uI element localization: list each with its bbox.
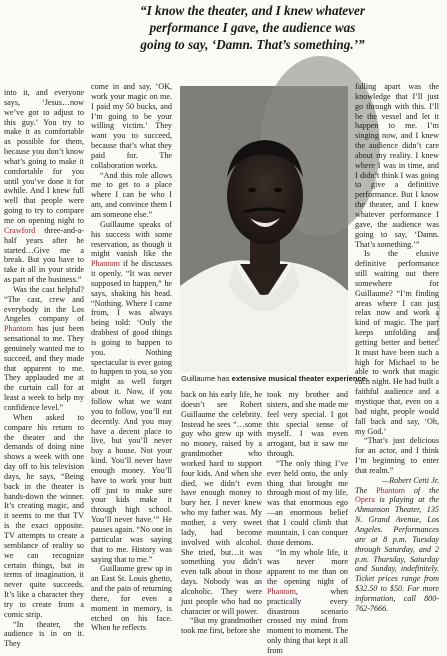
paragraph: [91, 220, 172, 565]
highlighted-name: Phantom: [267, 586, 296, 596]
highlighted-name: Phantom: [4, 324, 33, 334]
body-text: Guillaume speaks of his success with some reservation, as though it might vanish like the: [91, 219, 172, 259]
body-text: Was the cast helpful? “The cast, crew and everybody in the Los Angeles company of: [4, 284, 84, 324]
photo-caption: [181, 374, 369, 384]
body-text: has just been sensational to me. They genuinely wanted me to succeed, and they made that apparent to me. They applauded me at the curtain call for at least a week to help my confidence level.”: [4, 324, 84, 412]
paragraph: [355, 436, 439, 475]
body-text: , when practically every disastrous scenario crossed my mind from moment to moment. The only thing that kept it all from: [267, 586, 348, 655]
paragraph: [91, 82, 172, 171]
info-text: The: [355, 485, 377, 495]
show-info: [355, 486, 439, 614]
highlighted-name: Crawford: [4, 225, 36, 235]
body-text: if he discusses it openly. “It was never supposed to happen,” he says, shaking his head. “Nothing. Where I came from, I was always being told: ‘Only the drabbest of good things is going to happen to you. Nothing spectacular is ever going to happen to you, so you might as well forget about it. Now, if you follow what we want you to follow, you’ll eat decently. And you may have a decent place to live, but you’ll never buy a house. Not your kind. You’ll never have enough money. You’ll have to work your butt off just to make sure your kids make it through high school. You’ll never have.’” He pauses again. “No one in particular was saying that to me. History was saying that to me.”: [91, 259, 173, 564]
body-text: Is the elusive definitive performance still waiting out there somewhere for Guillaume? “I’m finding areas where I can just relax now and work a kind of magic. The part keeps unfolding and getting better and better. It must have been such a high for Michael to be able to work that magic each night. He had built a faithful audience and a mystique that, even on a bad night, people would fall back and say, ‘Oh, my God.’: [355, 249, 439, 436]
caption-bold: extensive musical theater experience.: [231, 374, 369, 383]
body-text: “And this role allows me to get to a place where I can be who I am, and convince them I am someone else.”: [91, 170, 172, 219]
paragraph: [267, 548, 348, 656]
portrait-photo: [180, 86, 348, 372]
body-text: “The only thing I’ve ever held onto, the only thing that brought me through most of my life, was that enormous ego—an enormous belief that I could climb that mountain, I can conquer those demons.: [267, 458, 348, 547]
highlighted-title: Phantom: [376, 485, 405, 495]
article-column-1: [4, 88, 84, 649]
body-text: “But my grandmother took me first, before she: [181, 616, 262, 636]
pull-quote-line: “I know the theater, and I knew whatever: [140, 3, 365, 18]
body-text: “In my whole life, it was never more apparent to me than on the opening night of: [267, 547, 348, 587]
paragraph: [4, 88, 84, 285]
author-signoff: —Robert Cetti Jr.: [381, 475, 439, 485]
pull-quote: [80, 2, 425, 53]
article-column-3: [181, 390, 262, 636]
pull-quote-line: performance I gave, the audience was: [149, 20, 356, 35]
info-text: is playing at the Ahmanson Theater, 135 N. Grand Avenue, Los Angeles. Performances are at 8 p.m. Tuesday through Saturday, and 2 p.m. Thursday, Saturday and Sunday, indefinitely. Ticket prices range from $32.50 to $50. For more information, call 800-762-7666.: [355, 495, 439, 613]
body-text: falling apart was the knowledge that I’ll just go through with this. I’ll be the vessel and let it happen to me. I’m singing now, and I knew the audience didn’t care about my reality. I knew where I was in time, and I didn’t think I was going to give a definitive performance. But I know the theater, and I knew whatever performance I gave, the audience was going to say, ‘Damn. That’s something.’”: [355, 82, 439, 249]
body-text: come in and say, ‘OK, work your magic on me. I paid my 50 bucks, and I’m going to be your willing victim.’ They want you to succeed, because that’s what they paid for. The collaboration works.: [91, 82, 172, 170]
paragraph: [181, 390, 262, 616]
body-text: “That’s just delicious for an actor, and I think I’m beginning to enter that realm.”: [355, 436, 439, 475]
body-text: Guillaume grew up in an East St. Louis ghetto, and the pain of returning there, for even a moment in memory, is etched on his face. When he reflects: [91, 564, 172, 633]
paragraph: [267, 459, 348, 548]
portrait-illustration: [180, 86, 348, 372]
paragraph: [181, 616, 262, 636]
body-text: three-and-a-half years after he started…Give me a break. But you have to take it all in your stride as part of the business.”: [4, 225, 84, 285]
paragraph: [355, 249, 439, 436]
photo-credit: BRENT PURCELL: [436, 300, 441, 342]
article-column-4: [267, 390, 348, 655]
paragraph: [91, 171, 172, 220]
pull-quote-line: going to say, ‘Damn. That’s something.’”: [140, 37, 365, 52]
highlighted-title: Opera: [355, 495, 375, 505]
body-text: into it, and everyone says, ‘Jesus…now we’ve got to adjust to this guy.’ You try to make it as comfortable as possible for them, because you don’t know what’s going to make it comfortable for you until you’ve done it for awhile. And I knew full well that people were going to try to compare me on opening night to: [4, 88, 84, 225]
body-text: back on his early life, he doesn’t see Robert Guillaume the celebrity. Instead he sees “…some guy who grew up with no money, raised by a grandmother who worked hard to support four kids. And when she died, we didn’t even have enough money to bury her. I never knew who my father was. My mother, a very sweet lady, had become involved with alcohol. She tried, but…it was something you didn’t even talk about in those days. Nobody was an alcoholic. They were just people who had no character or will power.: [181, 390, 262, 616]
article-column-5: [355, 82, 439, 613]
body-text: took my brother and sisters, and she made me feel very special. I got this special sense of myself. I was even arrogant, but it saw me through.: [267, 390, 348, 459]
paragraph: [4, 413, 84, 620]
highlighted-name: Phantom: [91, 259, 120, 269]
body-text: When asked to compare his return to the theater and the demands of doing nine shows a week with one day off to his television days, he says, “Being back in the theater is hands-down the winner. It’s creating magic, and it seems to me that TV is the exact opposite. TV attempts to create a semblance of reality so we can recognize certain things, but in terms of imagination, it never quite succeeds. It’s like a character they try to create from a comic strip.: [4, 412, 84, 619]
caption-prefix: Guillaume has: [181, 374, 230, 383]
body-text: “In theater, the audience is in on it. They: [4, 619, 84, 649]
paragraph: [355, 82, 439, 249]
paragraph: [4, 620, 84, 650]
paragraph: [91, 564, 172, 633]
paragraph: [4, 285, 84, 413]
info-text: of the: [404, 485, 439, 495]
article-column-2: [91, 82, 173, 633]
paragraph: [267, 390, 348, 459]
